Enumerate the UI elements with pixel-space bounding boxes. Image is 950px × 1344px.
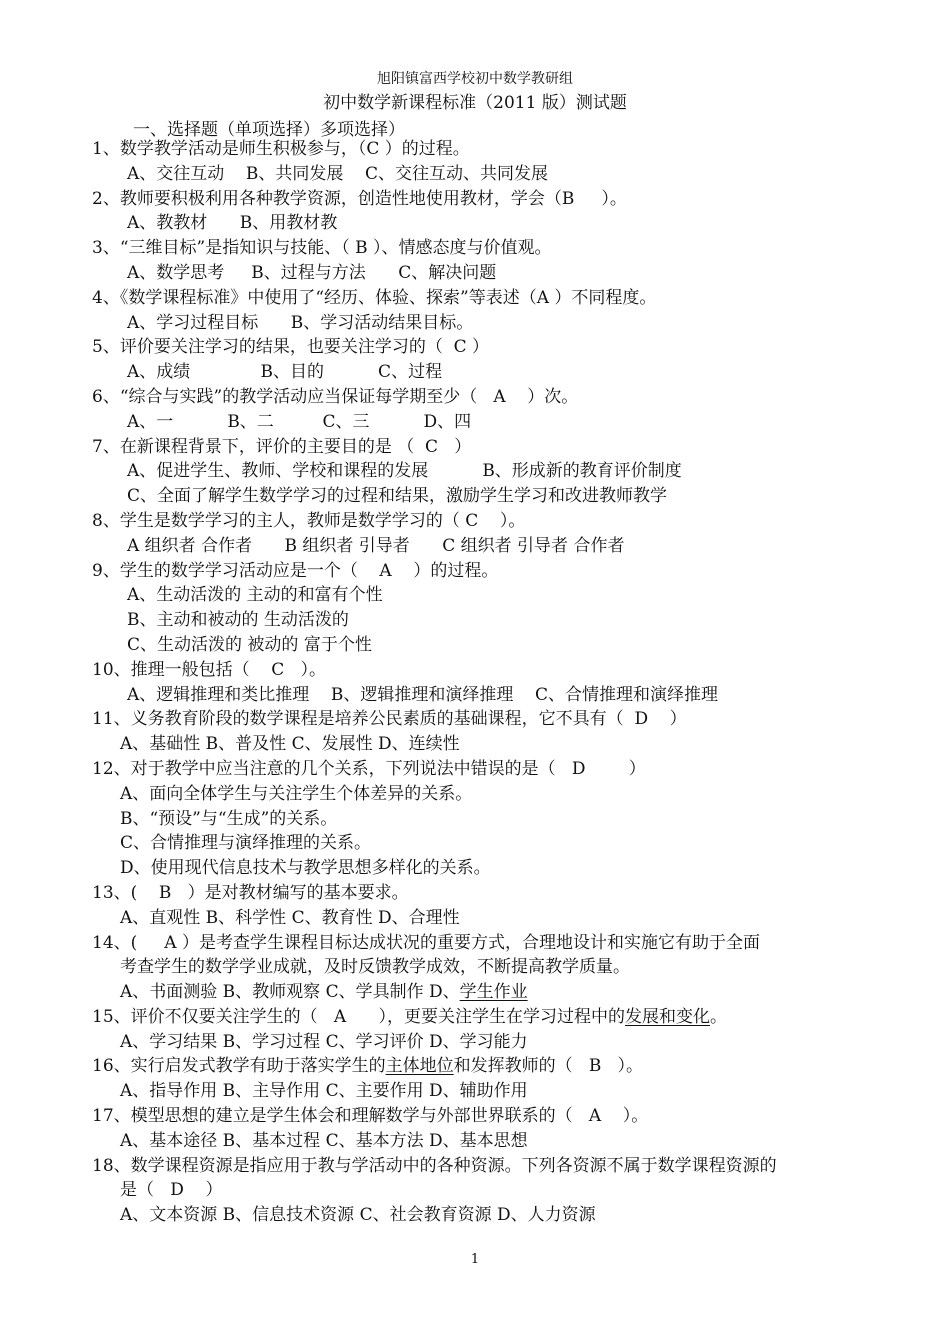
question-11: 11、义务教育阶段的数学课程是培养公民素质的基础课程，它不具有（ D ） xyxy=(92,709,687,730)
question-7: 7、在新课程背景下，评价的主要目的是 （ C ） xyxy=(92,436,472,457)
options-10: A、逻辑推理和类比推理 B、逻辑推理和演绎推理 C、合情推理和演绎推理 xyxy=(127,684,719,705)
question-14-continued: 考查学生的数学学业成就，及时反馈教学成效，不断提高教学质量。 xyxy=(120,957,630,978)
question-17: 17、模型思想的建立是学生体会和理解数学与外部世界联系的（ A ）。 xyxy=(92,1106,649,1127)
question-15 xyxy=(92,1005,872,1030)
question-4: 4、《数学课程标准》中使用了“经历、体验、探索”等表述（A ）不同程度。 xyxy=(92,287,657,308)
question-9: 9、学生的数学学习活动应是一个（ A ）的过程。 xyxy=(92,560,499,581)
options-5: A、成绩 B、目的 C、过程 xyxy=(127,362,443,383)
question-10: 10、推理一般包括（ C ）。 xyxy=(92,659,326,680)
section-heading: 一、选择题（单项选择）多项选择） xyxy=(133,120,405,140)
question-list xyxy=(92,137,872,1228)
question-8: 8、学生是数学学习的主人，教师是数学学习的（ C ）。 xyxy=(92,510,526,531)
underlined-answer-14: 学生作业 xyxy=(459,982,528,1003)
question-15-end: 。 xyxy=(710,1006,728,1027)
options-18: A、文本资源 B、信息技术资源 C、社会教育资源 D、人力资源 xyxy=(120,1205,596,1226)
option-12a: A、面向全体学生与关注学生个体差异的关系。 xyxy=(120,783,473,804)
options-13: A、直观性 B、科学性 C、教育性 D、合理性 xyxy=(120,907,460,928)
options-6: A、一 B、二 C、三 D、四 xyxy=(127,411,472,432)
underlined-phrase-15: 发展和变化 xyxy=(625,1006,711,1027)
option-12c: C、合情推理与演绎推理的关系。 xyxy=(120,833,372,854)
options-4: A、学习过程目标 B、学习活动结果目标。 xyxy=(127,312,474,333)
option-12b: B、“预设”与“生成”的关系。 xyxy=(120,808,338,829)
question-16 xyxy=(92,1054,872,1079)
question-6: 6、“综合与实践”的教学活动应当保证每学期至少（ A ）次。 xyxy=(92,386,579,407)
options-16: A、指导作用 B、主导作用 C、主要作用 D、辅助作用 xyxy=(120,1081,528,1102)
options-7b: C、全面了解学生数学学习的过程和结果，激励学生学习和改进教师教学 xyxy=(127,486,668,507)
question-13: 13、( B ）是对教材编写的基本要求。 xyxy=(92,882,409,903)
question-18-continued: 是（ D ） xyxy=(120,1180,223,1201)
options-1: A、交往互动 B、共同发展 C、交往互动、共同发展 xyxy=(127,163,549,184)
question-5: 5、评价要关注学习的结果，也要关注学习的（ C ） xyxy=(92,337,490,358)
question-1: 1、数学教学活动是师生积极参与，（C ）的过程。 xyxy=(92,139,470,159)
options-17: A、基本途径 B、基本过程 C、基本方法 D、基本思想 xyxy=(120,1130,528,1151)
organization-header: 旭阳镇富西学校初中数学教研组 xyxy=(377,71,573,87)
options-7a: A、促进学生、教师、学校和课程的发展 B、形成新的教育评价制度 xyxy=(127,461,682,482)
question-3: 3、“三维目标”是指知识与技能、（ B ）、情感态度与价值观。 xyxy=(92,238,552,259)
question-16-end: 和发挥教师的（ B ）。 xyxy=(453,1056,644,1077)
options-15: A、学习结果 B、学习过程 C、学习评价 D、学习能力 xyxy=(120,1031,528,1052)
page-number: 1 xyxy=(470,1252,480,1267)
question-12: 12、对于教学中应当注意的几个关系，下列说法中错误的是（ D ） xyxy=(92,758,646,779)
options-3: A、数学思考 B、过程与方法 C、解决问题 xyxy=(127,262,497,283)
question-2: 2、教师要积极利用各种教学资源，创造性地使用教材，学会（B ）。 xyxy=(92,188,627,209)
option-9a: A、生动活泼的 主动的和富有个性 xyxy=(127,585,383,606)
question-18: 18、数学课程资源是指应用于教与学活动中的各种资源。下列各资源不属于数学课程资源的 xyxy=(92,1155,777,1176)
options-8: A 组织者 合作者 B 组织者 引导者 C 组织者 引导者 合作者 xyxy=(127,535,625,556)
question-14: 14、( A ）是考查学生课程目标达成状况的重要方式，合理地设计和实施它有助于全面 xyxy=(92,932,760,953)
question-16-text: 16、实行启发式教学有助于落实学生的 xyxy=(92,1056,386,1077)
options-11: A、基础性 B、普及性 C、发展性 D、连续性 xyxy=(120,734,460,755)
page-title: 初中数学新课程标准（2011 版）测试题 xyxy=(323,93,627,113)
question-15-text: 15、评价不仅要关注学生的（ A ），更要关注学生在学习过程中的 xyxy=(92,1006,626,1027)
options-2: A、教教材 B、用教材教 xyxy=(127,213,338,234)
options-14 xyxy=(92,980,872,1005)
underlined-phrase-16: 主体地位 xyxy=(385,1056,454,1077)
option-12d: D、使用现代信息技术与教学思想多样化的关系。 xyxy=(120,858,491,879)
options-14-text: A、书面测验 B、教师观察 C、学具制作 D、 xyxy=(120,982,460,1003)
option-9c: C、生动活泼的 被动的 富于个性 xyxy=(127,634,372,655)
option-9b: B、主动和被动的 生动活泼的 xyxy=(127,610,349,631)
